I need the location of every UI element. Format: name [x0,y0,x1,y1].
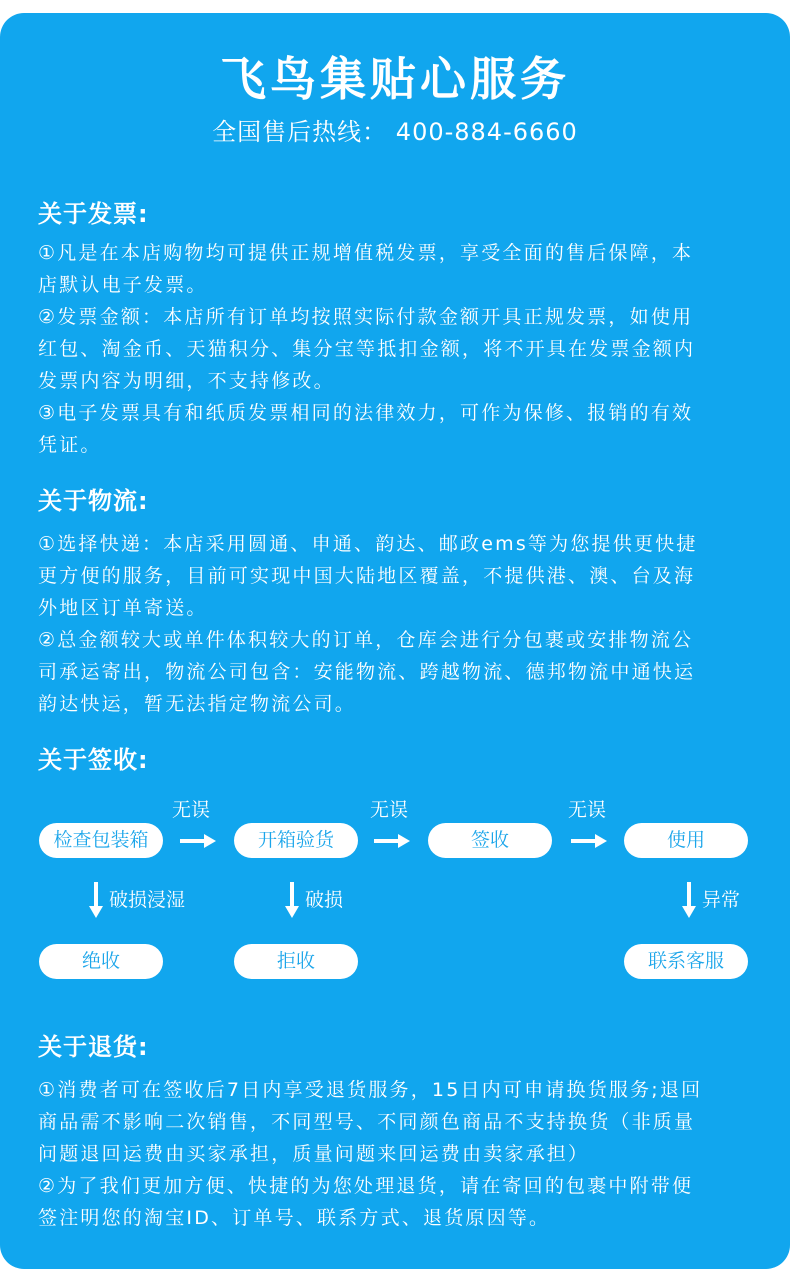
arrow-right-icon [571,834,607,848]
hotline-text: 全国售后热线： 400-884-6660 [212,118,578,146]
outcome-reject-1: 绝收 [39,944,163,979]
step-sign: 签收 [428,823,552,858]
logistics-section-title: 关于物流: [38,487,149,515]
ok-label: 无误 [568,799,607,821]
arrow-down-icon [89,882,103,918]
step-use: 使用 [624,823,748,858]
service-card [0,13,790,1269]
arrow-down-icon [682,882,696,918]
arrow-right-icon [374,834,410,848]
step-open-inspect: 开箱验货 [234,823,358,858]
returns-text: ①消费者可在签收后7日内享受退货服务，15日内可申请换货服务;退回 商品需不影响二次销售，不同型号、不同颜色商品不支持换货（非质量 问题退回运费由买家承担，质量问题来回运费由卖家承担） ②为了我们更加方便、快捷的为您处理退货，请在寄回的包裹中附带便 签注明您的淘宝ID、订单号、联系方式、退货原因等。 [38,1079,703,1229]
arrow-down-icon [285,882,299,918]
invoice-text: ①凡是在本店购物均可提供正规增值税发票，享受全面的售后保障，本 店默认电子发票。 ②发票金额：本店所有订单均按照实际付款金额开具正规发票，如使用 红包、淘金币、天猫积分、集分宝等抵扣金额，将不开具在发票金额内 发票内容为明细，不支持修改。 ③电子发票具有和纸质发票相同的法律效力，可作为保修、报销的有效 凭证。 [38,242,696,456]
outcome-contact-service: 联系客服 [624,944,748,979]
logistics-text: ①选择快递：本店采用圆通、申通、韵达、邮政ems等为您提供更快捷 更方便的服务，目前可实现中国大陆地区覆盖，不提供港、澳、台及海 外地区订单寄送。 ②总金额较大或单件体积较大的订单，仓库会进行分包裹或安排物流公 司承运寄出，物流公司包含：安能物流、跨越物流、德邦物流中通快运 韵达快运，暂无法指定物流公司。 [38,533,698,715]
page-title: 飞鸟集贴心服务 [220,52,570,106]
ok-label: 无误 [172,799,211,821]
step-check-package: 检查包装箱 [39,823,163,858]
ok-label: 无误 [370,799,409,821]
invoice-section-title: 关于发票: [38,200,149,228]
damage-label: 破损 [305,889,344,911]
arrow-right-icon [180,834,216,848]
abnormal-label: 异常 [702,889,741,911]
outcome-reject-2: 拒收 [234,944,358,979]
returns-section-title: 关于退货: [38,1033,149,1061]
receipt-section-title: 关于签收: [38,746,149,774]
damage-wet-label: 破损浸湿 [109,889,186,911]
